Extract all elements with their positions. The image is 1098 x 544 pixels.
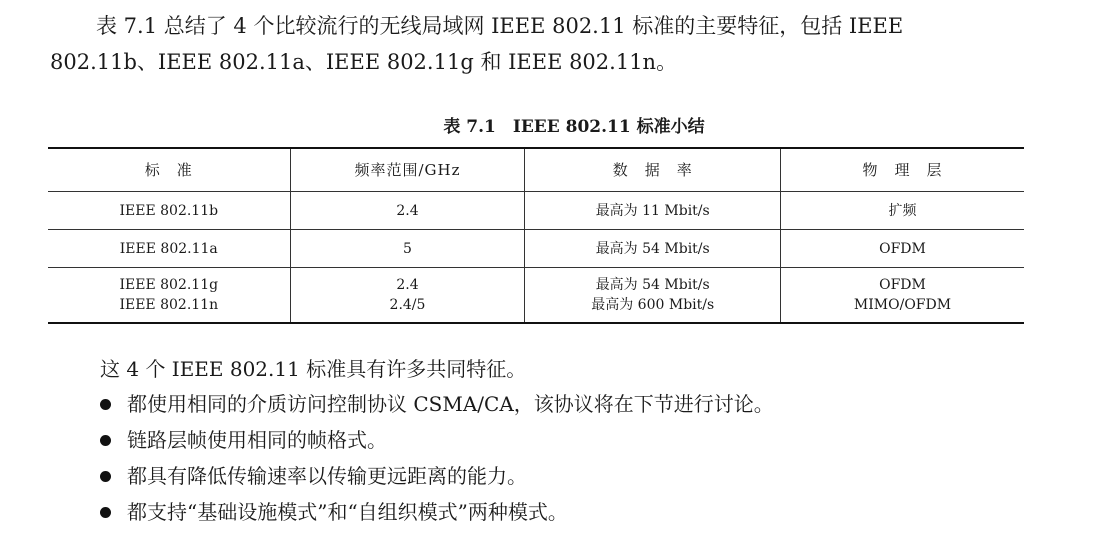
cell-text: IEEE 802.11a xyxy=(119,240,218,257)
cell-frequency xyxy=(290,192,525,230)
table-row xyxy=(48,268,1024,324)
feature-list xyxy=(100,386,774,530)
cell-text: 2.4/5 xyxy=(389,297,426,313)
intro-line-1: 表 7.1 总结了 4 个比较流行的无线局域网 IEEE 802.11 标准的主要特征，包括 IEEE xyxy=(96,14,904,38)
bullet-icon xyxy=(100,507,111,518)
cell-text: 扩频 xyxy=(888,202,917,219)
summary-sentence: 这 4 个 IEEE 802.11 标准具有许多共同特征。 xyxy=(100,357,527,381)
intro-paragraph xyxy=(50,8,1030,80)
header-standard: 标 准 xyxy=(48,148,290,192)
cell-text: IEEE 802.11g xyxy=(119,277,219,293)
cell-text: 最高为 600 Mbit/s xyxy=(591,297,715,313)
list-item-text: 都具有降低传输速率以传输更远距离的能力。 xyxy=(127,464,527,488)
cell-text: MIMO/OFDM xyxy=(853,297,952,313)
table-row xyxy=(48,192,1024,230)
header-data-rate: 数 据 率 xyxy=(525,148,781,192)
list-item-text: 链路层帧使用相同的帧格式。 xyxy=(127,428,387,452)
cell-physical-layer xyxy=(781,268,1025,324)
list-item xyxy=(100,494,774,530)
cell-text: IEEE 802.11n xyxy=(119,297,219,313)
cell-standard xyxy=(48,268,290,324)
cell-physical-layer xyxy=(781,192,1025,230)
cell-standard xyxy=(48,230,290,268)
cell-text: IEEE 802.11b xyxy=(119,202,219,219)
header-frequency: 频率范围/GHz xyxy=(290,148,525,192)
header-physical-layer: 物 理 层 xyxy=(781,148,1025,192)
cell-text: 最高为 54 Mbit/s xyxy=(595,240,710,257)
list-item xyxy=(100,458,774,494)
bullet-icon xyxy=(100,471,111,482)
list-item xyxy=(100,422,774,458)
table-header-row xyxy=(48,148,1024,192)
cell-text: 5 xyxy=(403,240,412,257)
cell-data-rate xyxy=(525,268,781,324)
cell-text: 2.4 xyxy=(396,277,419,293)
bullet-icon xyxy=(100,435,111,446)
list-item-text: 都支持“基础设施模式”和“自组织模式”两种模式。 xyxy=(127,500,568,524)
table-row xyxy=(48,230,1024,268)
cell-frequency xyxy=(290,230,525,268)
cell-text: 最高为 11 Mbit/s xyxy=(595,202,710,219)
intro-line-2: 802.11b、IEEE 802.11a、IEEE 802.11g 和 IEEE 802.11n。 xyxy=(50,50,678,74)
cell-data-rate xyxy=(525,230,781,268)
cell-frequency xyxy=(290,268,525,324)
cell-text: 2.4 xyxy=(396,202,419,219)
cell-physical-layer xyxy=(781,230,1025,268)
cell-text: OFDM xyxy=(879,277,926,293)
bullet-icon xyxy=(100,399,111,410)
table-caption: 表 7.1 IEEE 802.11 标准小结 xyxy=(443,117,705,137)
list-item xyxy=(100,386,774,422)
cell-standard xyxy=(48,192,290,230)
list-item-text: 都使用相同的介质访问控制协议 CSMA/CA，该协议将在下节进行讨论。 xyxy=(127,392,774,416)
cell-text: 最高为 54 Mbit/s xyxy=(595,277,710,293)
cell-data-rate xyxy=(525,192,781,230)
standards-table xyxy=(48,147,1024,324)
cell-text: OFDM xyxy=(879,240,926,257)
